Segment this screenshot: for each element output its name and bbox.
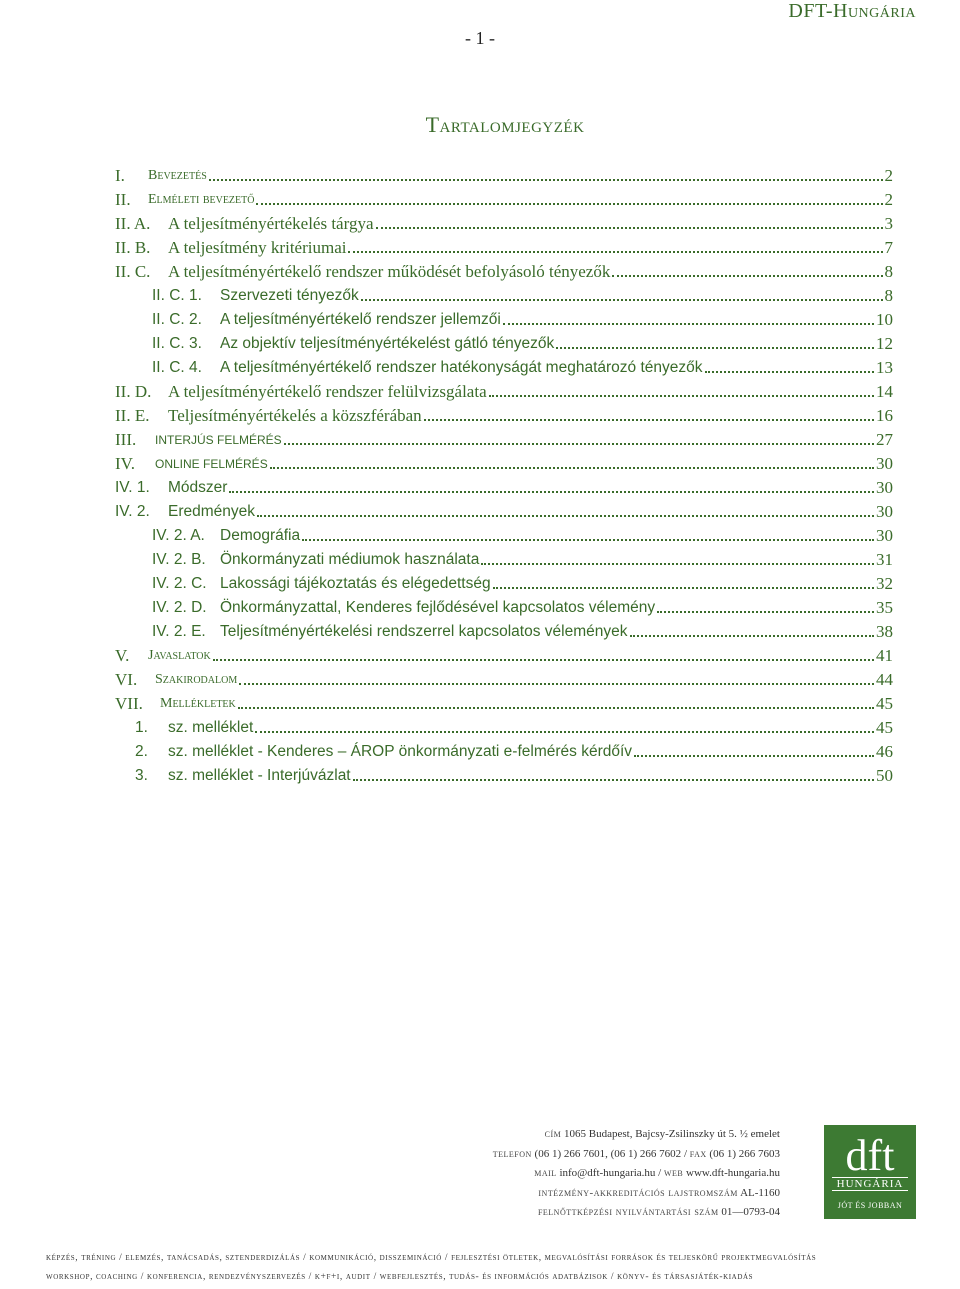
toc-entry-page: 30 bbox=[876, 526, 893, 545]
phone: (06 1) 266 7601, (06 1) 266 7602 bbox=[534, 1147, 682, 1160]
toc-leader-dots bbox=[657, 611, 874, 613]
mail-label: mail bbox=[534, 1167, 557, 1179]
toc-entry-number: IV. 2. D. bbox=[152, 599, 207, 616]
toc-entry-page: 2 bbox=[884, 166, 893, 185]
toc-entry-number: 3. bbox=[135, 767, 148, 784]
toc-entry-page: 7 bbox=[884, 238, 893, 257]
toc-entry-title: sz. melléklet - Kenderes – ÁROP önkormányzati e-felmérés kérdőív bbox=[168, 743, 633, 760]
contact-info: cím 1065 Budapest, Bajcsy-Zsilinszky út 5. ½ emelet telefon (06 1) 266 7601, (06 1) 266 7602 / fax (06 1) 266 7603 mail info@dft-hungaria.hu / web www.dft-hungaria.hu intézmény-akkreditációs lajstromszám AL-1160 felnőttképzési nyilvántartási szám 01—0793-04 bbox=[492, 1128, 780, 1218]
toc-leader-dots bbox=[481, 563, 874, 565]
toc-entry-number: IV. 2. C. bbox=[152, 575, 207, 592]
toc-entry-title: A teljesítményértékelő rendszer felülvizsgálata bbox=[168, 382, 487, 401]
accreditation-label: intézmény-akkreditációs lajstromszám bbox=[538, 1186, 738, 1199]
toc-entry[interactable] bbox=[115, 258, 893, 282]
toc-leader-dots bbox=[239, 683, 874, 685]
toc-entry-title: Elméleti bevezető bbox=[148, 192, 255, 207]
brand-header: DFT-Hungária bbox=[788, 0, 916, 22]
toc-entry[interactable] bbox=[152, 570, 893, 594]
toc-entry-number: VII. bbox=[115, 694, 143, 713]
toc-entry-title: Módszer bbox=[168, 479, 228, 496]
toc-entry-title: sz. melléklet bbox=[168, 719, 254, 736]
toc-entry[interactable] bbox=[135, 762, 893, 786]
toc-entry-page: 45 bbox=[876, 718, 893, 737]
toc-entry[interactable] bbox=[115, 426, 893, 450]
address-label: cím bbox=[544, 1128, 562, 1140]
toc-entry[interactable] bbox=[152, 546, 893, 570]
toc-entry-page: 16 bbox=[876, 406, 893, 425]
toc-entry-page: 31 bbox=[876, 550, 893, 569]
toc-entry-number: III. bbox=[115, 430, 137, 449]
toc-entry-page: 14 bbox=[876, 382, 893, 401]
toc-entry-number: IV. 2. A. bbox=[152, 527, 205, 544]
fax-label: fax bbox=[689, 1147, 707, 1160]
logo-main-text: dft bbox=[845, 1131, 895, 1180]
toc-entry-title: INTERJÚS FELMÉRÉS bbox=[155, 433, 282, 447]
toc-leader-dots bbox=[238, 707, 874, 709]
toc-leader-dots bbox=[229, 491, 874, 493]
toc-entry-number: IV. 2. B. bbox=[152, 551, 206, 568]
toc-entry[interactable] bbox=[135, 738, 893, 762]
toc-entry-title: ONLINE FELMÉRÉS bbox=[155, 457, 268, 471]
toc-entry-number: II. C. 4. bbox=[152, 359, 202, 376]
toc-entry-title: A teljesítmény kritériumai bbox=[168, 238, 347, 257]
toc-leader-dots bbox=[270, 467, 874, 469]
toc-entry-page: 2 bbox=[884, 190, 893, 209]
toc-entry[interactable] bbox=[115, 378, 893, 402]
toc-entry[interactable] bbox=[115, 666, 893, 690]
toc-entry-page: 3 bbox=[884, 214, 893, 233]
toc-entry-title: Javaslatok bbox=[148, 648, 211, 663]
toc-entry-page: 41 bbox=[876, 646, 893, 665]
toc-entry-page: 30 bbox=[876, 454, 893, 473]
mail-link[interactable]: info@dft-hungaria.hu bbox=[559, 1167, 656, 1179]
toc-leader-dots bbox=[302, 539, 874, 541]
toc-entry-title: Teljesítményértékelési rendszerrel kapcsolatos vélemények bbox=[220, 623, 628, 640]
toc-leader-dots bbox=[489, 395, 874, 397]
toc-entry-page: 8 bbox=[884, 286, 893, 305]
toc-entry-number: II. D. bbox=[115, 382, 152, 401]
toc-entry[interactable] bbox=[115, 498, 893, 522]
toc-entry-number: II. C. 1. bbox=[152, 287, 202, 304]
toc-entry-number: V. bbox=[115, 646, 130, 665]
address: 1065 Budapest, Bajcsy-Zsilinszky út 5. ½ emelet bbox=[564, 1128, 780, 1140]
toc-entry-page: 12 bbox=[876, 334, 893, 353]
toc-entry-page: 32 bbox=[876, 574, 893, 593]
toc-entry-page: 10 bbox=[876, 310, 893, 329]
toc-entry-page: 30 bbox=[876, 478, 893, 497]
toc-entry-title: Szervezeti tényezők bbox=[220, 287, 359, 304]
toc-entry[interactable] bbox=[152, 354, 893, 378]
toc-entry-title: Lakossági tájékoztatás és elégedettség bbox=[220, 575, 491, 592]
toc-entry-title: Szakirodalom bbox=[155, 672, 238, 687]
toc-title: Tartalomjegyzék bbox=[425, 112, 585, 137]
toc-entry-title: Önkormányzattal, Kenderes fejlődésével kapcsolatos vélemény bbox=[220, 599, 656, 616]
toc-entry-number: II. C. bbox=[115, 262, 151, 281]
toc-leader-dots bbox=[256, 203, 882, 205]
logo-sub-text: HUNGÁRIA bbox=[832, 1177, 908, 1191]
toc-entry[interactable] bbox=[115, 210, 893, 234]
toc-entry-number: 2. bbox=[135, 743, 148, 760]
web-label: web bbox=[663, 1167, 684, 1179]
toc-entry-number: I. bbox=[115, 166, 125, 185]
accreditation-number: AL-1160 bbox=[740, 1186, 780, 1199]
toc-leader-dots bbox=[255, 731, 874, 733]
toc-leader-dots bbox=[612, 275, 882, 277]
toc-leader-dots bbox=[556, 347, 874, 349]
dft-logo bbox=[824, 1125, 916, 1219]
toc-entry-number: 1. bbox=[135, 719, 148, 736]
toc-entry-title: Eredmények bbox=[168, 503, 256, 520]
toc-entry-title: sz. melléklet - Interjúvázlat bbox=[168, 767, 351, 784]
toc-entry-page: 44 bbox=[876, 670, 893, 689]
toc-entry-number: VI. bbox=[115, 670, 138, 689]
toc-entry[interactable] bbox=[115, 186, 893, 210]
toc-entry[interactable] bbox=[115, 690, 893, 714]
services-line-1: képzés, tréning / elemzés, tanácsadás, sztenderdizálás / kommunikáció, disszemináció / fejlesztési ötletek, megvalósítási források és teljeskörű projektmegvalósítás bbox=[46, 1253, 817, 1263]
toc-entry[interactable] bbox=[115, 450, 893, 474]
toc-entry-title: A teljesítményértékelő rendszer hatékonyságát meghatározó tényezők bbox=[220, 359, 703, 376]
toc-entry[interactable] bbox=[152, 282, 893, 306]
toc-entry-title: Demográfia bbox=[220, 527, 301, 544]
toc-entry-page: 50 bbox=[876, 766, 893, 785]
toc-entry[interactable] bbox=[115, 402, 893, 426]
toc-leader-dots bbox=[284, 443, 874, 445]
toc-leader-dots bbox=[257, 515, 874, 517]
toc-entry[interactable] bbox=[152, 618, 893, 642]
toc-leader-dots bbox=[493, 587, 874, 589]
adult-education-number: 01—0793-04 bbox=[721, 1206, 780, 1218]
toc-entry-title: Mellékletek bbox=[160, 696, 236, 711]
toc-entry[interactable] bbox=[115, 234, 893, 258]
toc-leader-dots bbox=[376, 227, 883, 229]
toc-entry[interactable] bbox=[115, 474, 893, 498]
toc-leader-dots bbox=[634, 755, 874, 757]
toc-entry-number: II. B. bbox=[115, 238, 151, 257]
page-number: - 1 - bbox=[465, 28, 495, 48]
toc-entry[interactable] bbox=[115, 642, 893, 666]
toc-entry[interactable] bbox=[152, 594, 893, 618]
toc-entry-page: 13 bbox=[876, 358, 893, 377]
toc-leader-dots bbox=[424, 419, 874, 421]
toc-entry-number: IV. 1. bbox=[115, 479, 150, 496]
toc-entry-title: Teljesítményértékelés a közszférában bbox=[168, 406, 422, 425]
toc-entry-title: A teljesítményértékelő rendszer működését befolyásoló tényezők bbox=[168, 262, 611, 281]
toc-leader-dots bbox=[630, 635, 875, 637]
toc-entry-title: Az objektív teljesítményértékelést gátló tényezők bbox=[220, 335, 555, 352]
toc-entry-number: II. A. bbox=[115, 214, 151, 233]
toc-entry-page: 38 bbox=[876, 622, 893, 641]
toc-entry-number: IV. bbox=[115, 454, 135, 473]
toc-entry-page: 45 bbox=[876, 694, 893, 713]
toc-entry[interactable] bbox=[135, 714, 893, 738]
logo-tagline: JÓT ÉS JOBBAN bbox=[837, 1201, 903, 1210]
toc-leader-dots bbox=[705, 371, 875, 373]
toc-entry-number: II. E. bbox=[115, 406, 150, 425]
toc-entry[interactable] bbox=[115, 162, 893, 186]
toc-entry-number: II. C. 2. bbox=[152, 311, 202, 328]
toc-entry-page: 8 bbox=[884, 262, 893, 281]
toc-entry-number: IV. 2. E. bbox=[152, 623, 206, 640]
toc-entry-title: A teljesítményértékelés tárgya bbox=[168, 214, 374, 233]
toc-entry-title: Önkormányzati médiumok használata bbox=[220, 551, 480, 568]
web-link[interactable]: www.dft-hungaria.hu bbox=[686, 1167, 780, 1179]
phone-label: telefon bbox=[492, 1147, 532, 1160]
services-line-2: workshop, coaching / konferencia, rendezvényszervezés / k+f+i, audit / webfejlesztés, tudás- és információs adatbázisok / könyv- és társasjáték-kiadás bbox=[46, 1272, 754, 1282]
toc-entry-page: 30 bbox=[876, 502, 893, 521]
toc-entry-number: II. C. 3. bbox=[152, 335, 202, 352]
toc-entry[interactable] bbox=[152, 522, 893, 546]
toc-leader-dots bbox=[353, 779, 874, 781]
toc-leader-dots bbox=[213, 659, 874, 661]
toc-entry[interactable] bbox=[152, 330, 893, 354]
toc-entry[interactable] bbox=[152, 306, 893, 330]
toc-entry-title: Bevezetés bbox=[148, 168, 207, 183]
toc-leader-dots bbox=[361, 299, 883, 301]
toc-entry-page: 46 bbox=[876, 742, 893, 761]
toc-leader-dots bbox=[209, 179, 883, 181]
toc-leader-dots bbox=[348, 251, 882, 253]
toc-entry-number: IV. 2. bbox=[115, 503, 150, 520]
adult-education-label: felnőttképzési nyilvántartási szám bbox=[537, 1206, 719, 1218]
toc-entry-number: II. bbox=[115, 190, 131, 209]
toc-entry-title: A teljesítményértékelő rendszer jellemzői bbox=[220, 311, 501, 328]
toc-leader-dots bbox=[503, 323, 874, 325]
toc-entry-page: 35 bbox=[876, 598, 893, 617]
toc-entry-page: 27 bbox=[876, 430, 893, 449]
fax: (06 1) 266 7603 bbox=[709, 1147, 780, 1160]
